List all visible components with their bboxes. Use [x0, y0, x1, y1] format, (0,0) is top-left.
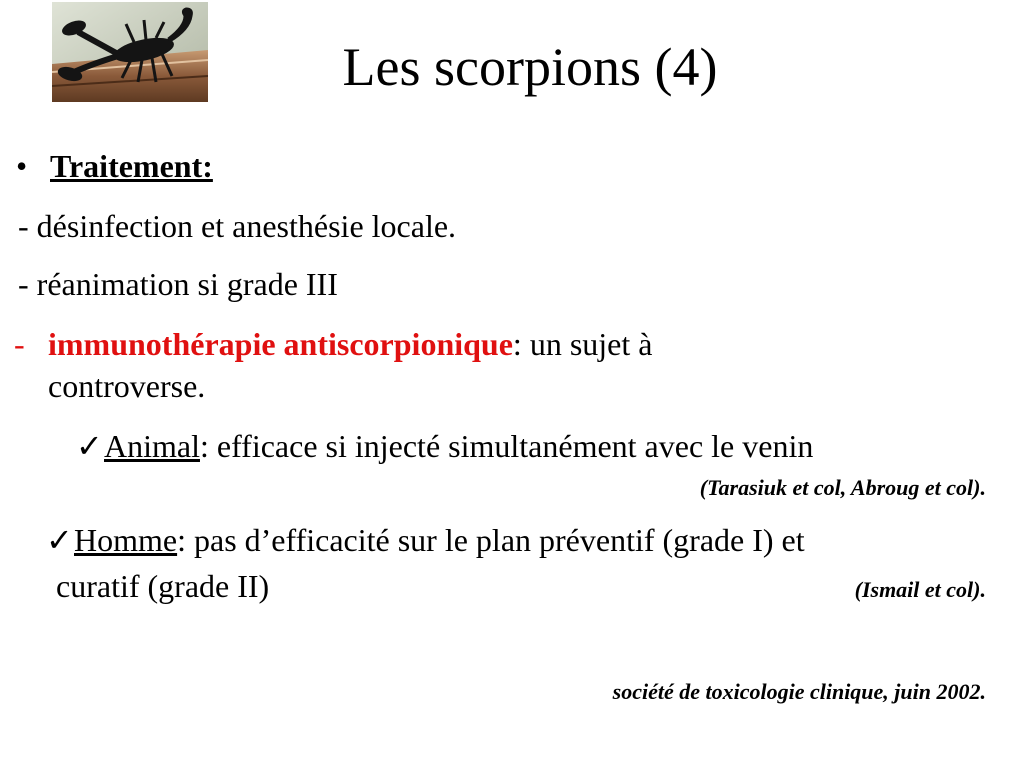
scorpion-photo: [52, 2, 208, 102]
immuno-row: [14, 324, 652, 364]
bullet-icon: •: [16, 148, 28, 184]
homme-label: Homme: [74, 522, 178, 558]
homme-text: : pas d’efficacité sur le plan préventif (grade I) et: [177, 522, 805, 558]
dash-icon: -: [14, 326, 25, 362]
animal-text: : efficace si injecté simultanément avec le venin: [199, 428, 814, 464]
traitement-heading: Traitement:: [50, 148, 213, 184]
homme-row: [46, 520, 805, 560]
item-reanimation: - réanimation si grade III: [18, 266, 338, 302]
slide-title: Les scorpions (4): [342, 37, 718, 97]
homme-continuation: curatif (grade II): [56, 568, 270, 604]
immuno-label: immunothérapie antiscorpionique: [48, 326, 513, 362]
animal-reference: (Tarasiuk et col, Abroug et col).: [699, 475, 986, 500]
homme-reference: (Ismail et col).: [854, 577, 986, 602]
immuno-rest: : un sujet à: [512, 326, 653, 362]
immuno-continuation: controverse.: [48, 368, 206, 404]
traitement-row: [16, 146, 213, 186]
source-citation: société de toxicologie clinique, juin 2002.: [612, 679, 986, 704]
checkmark-icon: ✓: [76, 428, 103, 464]
checkmark-icon: ✓: [46, 522, 73, 558]
item-desinfection: - désinfection et anesthésie locale.: [18, 208, 457, 244]
animal-label: Animal: [104, 428, 200, 464]
animal-row: [76, 426, 813, 466]
